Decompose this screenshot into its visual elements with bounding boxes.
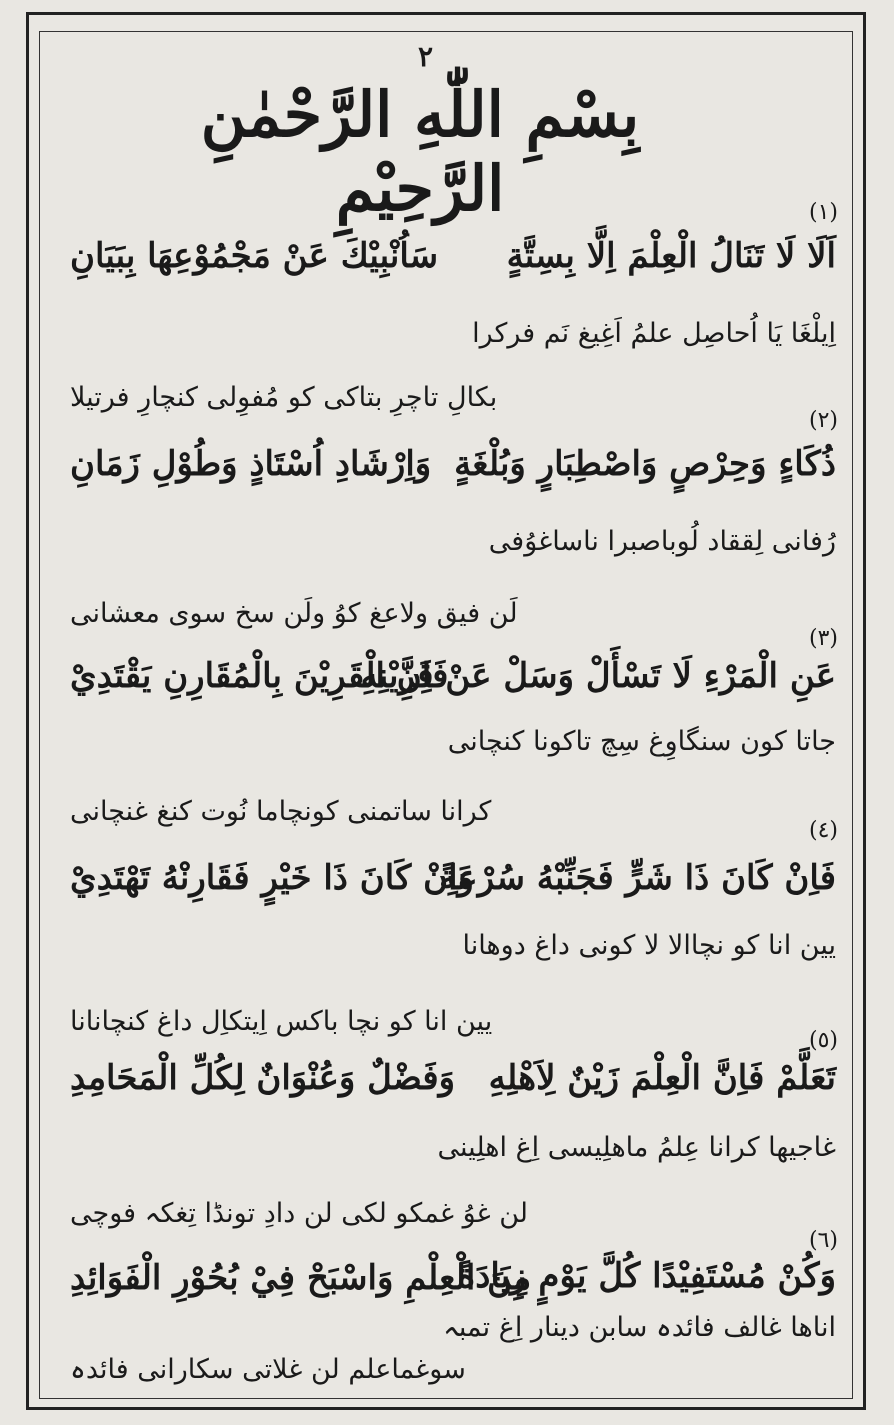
verse-translation-1: جاتا کون سنگاوِغ سِچ تاکونا کنچانی xyxy=(447,726,836,757)
verse-arabic-right: ذُكَاءٍ وَحِرْصٍ وَاصْطِبَارٍ وَبُلْغَةٍ xyxy=(454,444,836,484)
verse-translation-2: کرانا ساتمنی کونچاما نُوت کنغ غنچانی xyxy=(70,796,492,827)
verse-arabic-right: فَاِنْ كَانَ ذَا شَرٍّ فَجَنِّبْهُ سُرْعَةً xyxy=(439,858,836,898)
verse-translation-2: لَن فیق ولاعغ کوُ ولَن سخ سوی معشانی xyxy=(70,598,518,629)
verse-number: (٦) xyxy=(808,1228,838,1253)
verse-arabic-right: تَعَلَّمْ فَاِنَّ الْعِلْمَ زَيْنٌ لِاَهْلِهِ xyxy=(488,1058,836,1098)
verse-translation-1: اناھا غالف فائدہ سابن دینار اِغ تمبہ xyxy=(443,1312,836,1343)
verse-translation-1: یین انا کو نچاالا لا کونی داغ دوھانا xyxy=(462,930,836,961)
verse-arabic-left: مِنَ الْعِلْمِ وَاسْبَحْ فِيْ بُحُوْرِ الْفَوَائِدِ xyxy=(70,1258,532,1298)
basmala-heading: بِسْمِ اللّٰهِ الرَّحْمٰنِ الرَّحِيْمِ xyxy=(200,78,640,226)
verse-arabic-right: عَنِ الْمَرْءِ لَا تَسْأَلْ وَسَلْ عَنْ قَرِيْنِهِ xyxy=(360,656,836,696)
verse-number: (٥) xyxy=(808,1028,838,1053)
page-number: ٢ xyxy=(418,40,434,73)
verse-arabic-left: وَاِنْ كَانَ ذَا خَيْرٍ فَقَارِنْهُ تَهْتَدِيْ xyxy=(70,858,474,898)
verse-translation-2: یین انا کو نچا باکس اِیتکاِل داغ کنچانانا xyxy=(70,1006,493,1037)
verse-translation-1: غاجیھا کرانا عِلمُ ماھلِیسی اِغ اھلِینی xyxy=(437,1132,836,1163)
verse-translation-2: لن غوُ غمکو لکی لن دادِ تونڈا تِغکہ فوچی xyxy=(70,1198,529,1229)
verse-number: (١) xyxy=(808,200,838,225)
verse-arabic-right: اَلَا لَا تَنَالُ الْعِلْمَ اِلَّا بِسِتَّةٍ xyxy=(506,236,836,276)
verse-translation-2: سوغماعلم لن غلاتی سکارانی فائدہ xyxy=(70,1354,466,1385)
verse-arabic-left: سَاُنْبِيْكَ عَنْ مَجْمُوْعِهَا بِبَيَانِ xyxy=(70,236,439,276)
verse-number: (٣) xyxy=(808,626,838,651)
verse-arabic-left: فَاِنَّ الْقَرِيْنَ بِالْمُقَارِنِ يَقْتَدِيْ xyxy=(70,656,449,696)
verse-translation-2: بکالِ تاچرِ بتاکی کو مُفوِلی کنچارِ فرتیلا xyxy=(70,382,498,413)
verse-arabic-right: وَكُنْ مُسْتَفِيْدًا كُلَّ يَوْمٍ زِيَادَةً xyxy=(457,1256,836,1296)
verse-number: (٤) xyxy=(808,818,838,843)
verse-arabic-left: وَفَضْلٌ وَعُنْوَانٌ لِكُلِّ الْمَحَامِدِ xyxy=(70,1058,456,1098)
verse-translation-1: رُفانی لِققاد لُوباصبرا ناساغوُفی xyxy=(488,526,836,557)
verse-number: (٢) xyxy=(808,408,838,433)
verse-translation-1: اِیلْغَا یَا اُحاصِل علمُ اَغِیغ نَم فرکرا xyxy=(472,318,836,349)
verse-arabic-left: وَاِرْشَادِ اُسْتَاذٍ وَطُوْلِ زَمَانِ xyxy=(70,444,432,484)
